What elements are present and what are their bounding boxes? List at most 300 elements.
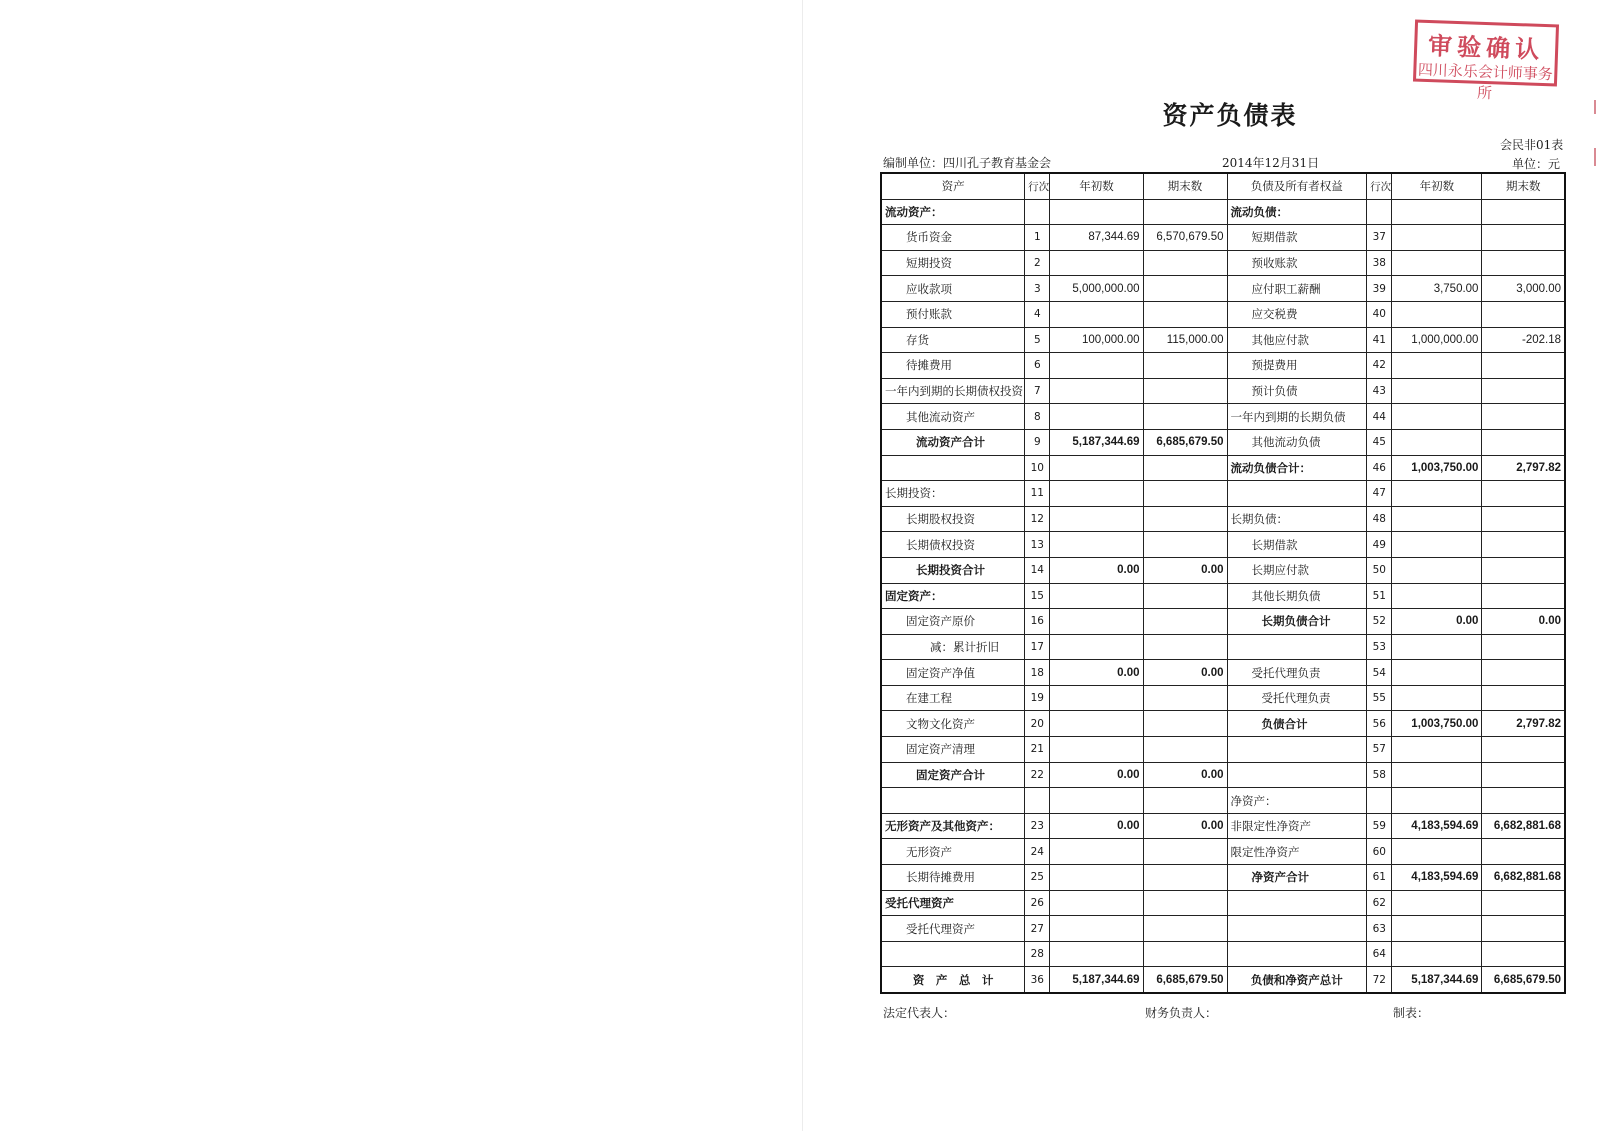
liability-begin-cell — [1392, 301, 1482, 327]
liability-end-cell: 6,682,881.68 — [1482, 813, 1565, 839]
col-header-asset: 资产 — [881, 173, 1025, 199]
table-row — [881, 506, 1565, 532]
asset-end-cell: 6,685,679.50 — [1143, 967, 1227, 993]
liability-line-cell: 38 — [1367, 250, 1392, 276]
asset-begin-cell: 87,344.69 — [1050, 225, 1143, 251]
liability-end-cell — [1482, 762, 1565, 788]
liability-name-cell — [1227, 481, 1367, 507]
liability-end-cell — [1482, 685, 1565, 711]
asset-line-cell — [1025, 788, 1050, 814]
asset-name-cell: 其他流动资产 — [881, 404, 1025, 430]
asset-line-cell: 17 — [1025, 634, 1050, 660]
liability-line-cell: 49 — [1367, 532, 1392, 558]
liability-line-cell: 46 — [1367, 455, 1392, 481]
asset-name-cell: 固定资产： — [881, 583, 1025, 609]
liability-line-cell: 45 — [1367, 429, 1392, 455]
asset-end-cell: 6,570,679.50 — [1143, 225, 1227, 251]
liability-begin-cell — [1392, 685, 1482, 711]
liability-name-cell: 净资产合计 — [1227, 865, 1367, 891]
asset-begin-cell: 100,000.00 — [1050, 327, 1143, 353]
asset-end-cell — [1143, 455, 1227, 481]
liability-line-cell — [1367, 199, 1392, 225]
asset-end-cell: 0.00 — [1143, 557, 1227, 583]
liability-end-cell — [1482, 583, 1565, 609]
liability-name-cell: 其他长期负债 — [1227, 583, 1367, 609]
table-row — [881, 660, 1565, 686]
liability-begin-cell: 0.00 — [1392, 609, 1482, 635]
asset-begin-cell — [1050, 711, 1143, 737]
table-row — [881, 301, 1565, 327]
table-body — [881, 173, 1565, 993]
liability-name-cell: 限定性净资产 — [1227, 839, 1367, 865]
liability-end-cell: 0.00 — [1482, 609, 1565, 635]
stamp-firm: 四川永乐会计师事务所 — [1417, 60, 1554, 103]
liability-begin-cell — [1392, 941, 1482, 967]
col-header-liability: 负债及所有者权益 — [1227, 173, 1367, 199]
liability-end-cell — [1482, 532, 1565, 558]
table-row — [881, 813, 1565, 839]
asset-line-cell: 27 — [1025, 916, 1050, 942]
liability-name-cell: 流动负债合计： — [1227, 455, 1367, 481]
asset-begin-cell — [1050, 839, 1143, 865]
asset-begin-cell: 0.00 — [1050, 557, 1143, 583]
page-fold-line — [802, 0, 803, 1131]
liability-begin-cell — [1392, 890, 1482, 916]
liability-end-cell — [1482, 737, 1565, 763]
asset-begin-cell — [1050, 890, 1143, 916]
asset-end-cell — [1143, 890, 1227, 916]
table-row — [881, 916, 1565, 942]
col-header-line: 行次 — [1025, 173, 1050, 199]
org-line: 编制单位：四川孔子教育基金会 — [883, 156, 1052, 170]
asset-line-cell: 25 — [1025, 865, 1050, 891]
asset-begin-cell — [1050, 685, 1143, 711]
asset-line-cell: 18 — [1025, 660, 1050, 686]
liability-begin-cell: 4,183,594.69 — [1392, 813, 1482, 839]
asset-line-cell: 20 — [1025, 711, 1050, 737]
liability-line-cell: 48 — [1367, 506, 1392, 532]
asset-begin-cell — [1050, 583, 1143, 609]
liability-begin-cell: 1,003,750.00 — [1392, 455, 1482, 481]
liability-begin-cell — [1392, 404, 1482, 430]
asset-line-cell — [1025, 199, 1050, 225]
liability-line-cell: 53 — [1367, 634, 1392, 660]
asset-line-cell: 6 — [1025, 353, 1050, 379]
liability-end-cell — [1482, 890, 1565, 916]
liability-begin-cell: 1,003,750.00 — [1392, 711, 1482, 737]
liability-begin-cell — [1392, 378, 1482, 404]
table-row — [881, 685, 1565, 711]
liability-name-cell — [1227, 762, 1367, 788]
liability-name-cell: 预提费用 — [1227, 353, 1367, 379]
liability-line-cell: 37 — [1367, 225, 1392, 251]
liability-end-cell — [1482, 506, 1565, 532]
liability-end-cell — [1482, 301, 1565, 327]
asset-line-cell: 10 — [1025, 455, 1050, 481]
liability-end-cell: -202.18 — [1482, 327, 1565, 353]
asset-begin-cell — [1050, 455, 1143, 481]
asset-line-cell: 26 — [1025, 890, 1050, 916]
liability-name-cell — [1227, 941, 1367, 967]
asset-end-cell: 0.00 — [1143, 762, 1227, 788]
balance-sheet-table — [880, 172, 1566, 994]
table-row — [881, 865, 1565, 891]
liability-end-cell — [1482, 378, 1565, 404]
asset-begin-cell — [1050, 532, 1143, 558]
liability-name-cell: 其他应付款 — [1227, 327, 1367, 353]
table-row — [881, 967, 1565, 993]
liability-begin-cell — [1392, 225, 1482, 251]
liability-line-cell: 47 — [1367, 481, 1392, 507]
asset-name-cell: 存货 — [881, 327, 1025, 353]
liability-name-cell: 负债合计 — [1227, 711, 1367, 737]
asset-line-cell: 28 — [1025, 941, 1050, 967]
liability-end-cell — [1482, 404, 1565, 430]
liability-end-cell — [1482, 250, 1565, 276]
liability-end-cell — [1482, 941, 1565, 967]
asset-begin-cell — [1050, 404, 1143, 430]
form-code: 会民非01表 — [1500, 138, 1564, 152]
liability-begin-cell — [1392, 839, 1482, 865]
asset-begin-cell — [1050, 506, 1143, 532]
liability-line-cell: 51 — [1367, 583, 1392, 609]
asset-begin-cell — [1050, 916, 1143, 942]
asset-end-cell — [1143, 788, 1227, 814]
liability-line-cell: 62 — [1367, 890, 1392, 916]
liability-begin-cell — [1392, 429, 1482, 455]
asset-end-cell — [1143, 634, 1227, 660]
asset-name-cell: 无形资产及其他资产： — [881, 813, 1025, 839]
liability-line-cell: 56 — [1367, 711, 1392, 737]
asset-line-cell: 16 — [1025, 609, 1050, 635]
asset-name-cell: 一年内到期的长期债权投资 — [881, 378, 1025, 404]
liability-begin-cell — [1392, 916, 1482, 942]
liability-end-cell: 6,682,881.68 — [1482, 865, 1565, 891]
table-row — [881, 455, 1565, 481]
liability-begin-cell — [1392, 353, 1482, 379]
table-row — [881, 429, 1565, 455]
asset-end-cell — [1143, 199, 1227, 225]
table-row — [881, 839, 1565, 865]
asset-end-cell — [1143, 532, 1227, 558]
liability-begin-cell — [1392, 199, 1482, 225]
page-title: 资产负债表 — [1162, 101, 1298, 130]
asset-line-cell: 36 — [1025, 967, 1050, 993]
edge-mark — [1594, 148, 1596, 166]
liability-line-cell: 40 — [1367, 301, 1392, 327]
asset-line-cell: 9 — [1025, 429, 1050, 455]
asset-begin-cell — [1050, 481, 1143, 507]
asset-name-cell: 流动资产合计 — [881, 429, 1025, 455]
asset-name-cell — [881, 788, 1025, 814]
col-header-begin: 年初数 — [1050, 173, 1143, 199]
asset-name-cell: 长期待摊费用 — [881, 865, 1025, 891]
asset-name-cell: 固定资产净值 — [881, 660, 1025, 686]
liability-name-cell: 预收账款 — [1227, 250, 1367, 276]
asset-name-cell: 在建工程 — [881, 685, 1025, 711]
asset-begin-cell — [1050, 941, 1143, 967]
asset-end-cell — [1143, 378, 1227, 404]
liability-end-cell: 2,797.82 — [1482, 455, 1565, 481]
asset-line-cell: 11 — [1025, 481, 1050, 507]
asset-begin-cell — [1050, 353, 1143, 379]
liability-line-cell: 54 — [1367, 660, 1392, 686]
liability-begin-cell: 3,750.00 — [1392, 276, 1482, 302]
liability-begin-cell: 4,183,594.69 — [1392, 865, 1482, 891]
liability-end-cell: 3,000.00 — [1482, 276, 1565, 302]
liability-line-cell: 63 — [1367, 916, 1392, 942]
liability-name-cell: 长期负债合计 — [1227, 609, 1367, 635]
asset-end-cell — [1143, 685, 1227, 711]
asset-name-cell: 长期投资合计 — [881, 557, 1025, 583]
asset-begin-cell — [1050, 634, 1143, 660]
edge-mark — [1594, 100, 1596, 114]
liability-name-cell: 一年内到期的长期负债 — [1227, 404, 1367, 430]
asset-name-cell: 文物文化资产 — [881, 711, 1025, 737]
liability-line-cell: 43 — [1367, 378, 1392, 404]
liability-begin-cell — [1392, 250, 1482, 276]
asset-line-cell: 12 — [1025, 506, 1050, 532]
asset-line-cell: 8 — [1025, 404, 1050, 430]
currency-unit: 单位：元 — [1512, 157, 1561, 171]
liability-name-cell: 应交税费 — [1227, 301, 1367, 327]
asset-begin-cell — [1050, 609, 1143, 635]
liability-line-cell: 59 — [1367, 813, 1392, 839]
asset-name-cell: 减：累计折旧 — [881, 634, 1025, 660]
col-header-begin-2: 年初数 — [1392, 173, 1482, 199]
asset-begin-cell: 0.00 — [1050, 660, 1143, 686]
asset-end-cell: 0.00 — [1143, 813, 1227, 839]
asset-name-cell: 固定资产清理 — [881, 737, 1025, 763]
asset-name-cell: 固定资产合计 — [881, 762, 1025, 788]
asset-end-cell: 115,000.00 — [1143, 327, 1227, 353]
asset-end-cell: 0.00 — [1143, 660, 1227, 686]
asset-line-cell: 1 — [1025, 225, 1050, 251]
liability-name-cell: 长期借款 — [1227, 532, 1367, 558]
col-header-end-2: 期末数 — [1482, 173, 1565, 199]
liability-name-cell: 短期借款 — [1227, 225, 1367, 251]
liability-begin-cell — [1392, 506, 1482, 532]
table-row — [881, 199, 1565, 225]
liability-name-cell — [1227, 890, 1367, 916]
liability-end-cell — [1482, 634, 1565, 660]
liability-name-cell: 流动负债： — [1227, 199, 1367, 225]
asset-line-cell: 3 — [1025, 276, 1050, 302]
asset-end-cell — [1143, 916, 1227, 942]
table-row — [881, 890, 1565, 916]
table-row — [881, 762, 1565, 788]
liability-begin-cell — [1392, 660, 1482, 686]
liability-line-cell: 41 — [1367, 327, 1392, 353]
asset-line-cell: 21 — [1025, 737, 1050, 763]
asset-name-cell: 资 产 总 计 — [881, 967, 1025, 993]
asset-end-cell: 6,685,679.50 — [1143, 429, 1227, 455]
liability-name-cell: 预计负债 — [1227, 378, 1367, 404]
asset-end-cell — [1143, 941, 1227, 967]
liability-begin-cell — [1392, 532, 1482, 558]
liability-line-cell: 39 — [1367, 276, 1392, 302]
col-header-line-2: 行次 — [1367, 173, 1392, 199]
asset-name-cell: 固定资产原价 — [881, 609, 1025, 635]
liability-line-cell: 61 — [1367, 865, 1392, 891]
asset-begin-cell — [1050, 199, 1143, 225]
asset-begin-cell — [1050, 788, 1143, 814]
liability-line-cell: 58 — [1367, 762, 1392, 788]
asset-name-cell: 受托代理资产 — [881, 890, 1025, 916]
liability-name-cell: 受托代理负责 — [1227, 660, 1367, 686]
liability-begin-cell — [1392, 788, 1482, 814]
liability-end-cell — [1482, 481, 1565, 507]
asset-begin-cell — [1050, 865, 1143, 891]
asset-line-cell: 2 — [1025, 250, 1050, 276]
audit-stamp — [1413, 20, 1559, 103]
asset-begin-cell: 0.00 — [1050, 762, 1143, 788]
asset-begin-cell — [1050, 737, 1143, 763]
table-row — [881, 481, 1565, 507]
stamp-title: 审验确认 — [1427, 30, 1545, 65]
asset-name-cell: 长期股权投资 — [881, 506, 1025, 532]
asset-name-cell: 货币资金 — [881, 225, 1025, 251]
liability-name-cell — [1227, 916, 1367, 942]
asset-line-cell: 19 — [1025, 685, 1050, 711]
asset-name-cell — [881, 455, 1025, 481]
liability-begin-cell — [1392, 762, 1482, 788]
liability-name-cell: 长期负债： — [1227, 506, 1367, 532]
liability-begin-cell — [1392, 481, 1482, 507]
table-row — [881, 404, 1565, 430]
liability-end-cell — [1482, 353, 1565, 379]
asset-line-cell: 14 — [1025, 557, 1050, 583]
table-row — [881, 327, 1565, 353]
liability-name-cell: 应付职工薪酬 — [1227, 276, 1367, 302]
table-row — [881, 609, 1565, 635]
liability-end-cell — [1482, 225, 1565, 251]
report-date: 2014年12月31日 — [1222, 156, 1320, 170]
asset-end-cell — [1143, 301, 1227, 327]
liability-end-cell — [1482, 557, 1565, 583]
liability-begin-cell — [1392, 634, 1482, 660]
asset-end-cell — [1143, 737, 1227, 763]
table-header-row — [881, 173, 1565, 199]
table-row — [881, 737, 1565, 763]
asset-end-cell — [1143, 353, 1227, 379]
asset-end-cell — [1143, 404, 1227, 430]
asset-begin-cell: 5,187,344.69 — [1050, 967, 1143, 993]
liability-end-cell — [1482, 839, 1565, 865]
asset-line-cell: 23 — [1025, 813, 1050, 839]
finance-head-label: 财务负责人： — [1145, 1006, 1218, 1020]
liability-line-cell: 44 — [1367, 404, 1392, 430]
asset-end-cell — [1143, 583, 1227, 609]
liability-name-cell: 净资产： — [1227, 788, 1367, 814]
liability-begin-cell — [1392, 583, 1482, 609]
liability-line-cell: 52 — [1367, 609, 1392, 635]
liability-begin-cell — [1392, 737, 1482, 763]
liability-name-cell: 负债和净资产总计 — [1227, 967, 1367, 993]
legal-representative-label: 法定代表人： — [883, 1006, 956, 1020]
table-row — [881, 583, 1565, 609]
liability-line-cell: 72 — [1367, 967, 1392, 993]
asset-end-cell — [1143, 609, 1227, 635]
liability-line-cell — [1367, 788, 1392, 814]
asset-line-cell: 5 — [1025, 327, 1050, 353]
asset-name-cell: 短期投资 — [881, 250, 1025, 276]
liability-end-cell — [1482, 429, 1565, 455]
preparer-label: 制表： — [1393, 1006, 1430, 1020]
table-row — [881, 557, 1565, 583]
liability-end-cell: 6,685,679.50 — [1482, 967, 1565, 993]
liability-line-cell: 50 — [1367, 557, 1392, 583]
liability-line-cell: 55 — [1367, 685, 1392, 711]
liability-line-cell: 64 — [1367, 941, 1392, 967]
asset-begin-cell: 0.00 — [1050, 813, 1143, 839]
asset-name-cell — [881, 941, 1025, 967]
asset-name-cell: 待摊费用 — [881, 353, 1025, 379]
table-row — [881, 788, 1565, 814]
liability-end-cell: 2,797.82 — [1482, 711, 1565, 737]
asset-name-cell: 无形资产 — [881, 839, 1025, 865]
table-row — [881, 634, 1565, 660]
table-row — [881, 276, 1565, 302]
asset-name-cell: 受托代理资产 — [881, 916, 1025, 942]
liability-line-cell: 57 — [1367, 737, 1392, 763]
liability-name-cell — [1227, 634, 1367, 660]
liability-name-cell: 长期应付款 — [1227, 557, 1367, 583]
asset-name-cell: 长期债权投资 — [881, 532, 1025, 558]
asset-name-cell: 预付账款 — [881, 301, 1025, 327]
asset-name-cell: 流动资产： — [881, 199, 1025, 225]
asset-line-cell: 15 — [1025, 583, 1050, 609]
liability-end-cell — [1482, 199, 1565, 225]
col-header-end: 期末数 — [1143, 173, 1227, 199]
table-row — [881, 225, 1565, 251]
asset-end-cell — [1143, 839, 1227, 865]
asset-end-cell — [1143, 711, 1227, 737]
asset-begin-cell — [1050, 301, 1143, 327]
liability-end-cell — [1482, 788, 1565, 814]
liability-name-cell: 其他流动负债 — [1227, 429, 1367, 455]
table-row — [881, 711, 1565, 737]
asset-line-cell: 22 — [1025, 762, 1050, 788]
asset-end-cell — [1143, 481, 1227, 507]
liability-begin-cell: 1,000,000.00 — [1392, 327, 1482, 353]
liability-line-cell: 42 — [1367, 353, 1392, 379]
asset-begin-cell: 5,000,000.00 — [1050, 276, 1143, 302]
liability-name-cell: 受托代理负责 — [1227, 685, 1367, 711]
table-row — [881, 250, 1565, 276]
liability-end-cell — [1482, 916, 1565, 942]
asset-end-cell — [1143, 250, 1227, 276]
table-row — [881, 941, 1565, 967]
asset-name-cell: 长期投资： — [881, 481, 1025, 507]
liability-name-cell: 非限定性净资产 — [1227, 813, 1367, 839]
table-row — [881, 353, 1565, 379]
liability-begin-cell — [1392, 557, 1482, 583]
asset-begin-cell — [1050, 250, 1143, 276]
table-row — [881, 532, 1565, 558]
asset-line-cell: 7 — [1025, 378, 1050, 404]
asset-end-cell — [1143, 865, 1227, 891]
asset-line-cell: 13 — [1025, 532, 1050, 558]
liability-begin-cell: 5,187,344.69 — [1392, 967, 1482, 993]
table-row — [881, 378, 1565, 404]
asset-begin-cell: 5,187,344.69 — [1050, 429, 1143, 455]
liability-end-cell — [1482, 660, 1565, 686]
asset-end-cell — [1143, 276, 1227, 302]
asset-line-cell: 24 — [1025, 839, 1050, 865]
asset-end-cell — [1143, 506, 1227, 532]
asset-line-cell: 4 — [1025, 301, 1050, 327]
